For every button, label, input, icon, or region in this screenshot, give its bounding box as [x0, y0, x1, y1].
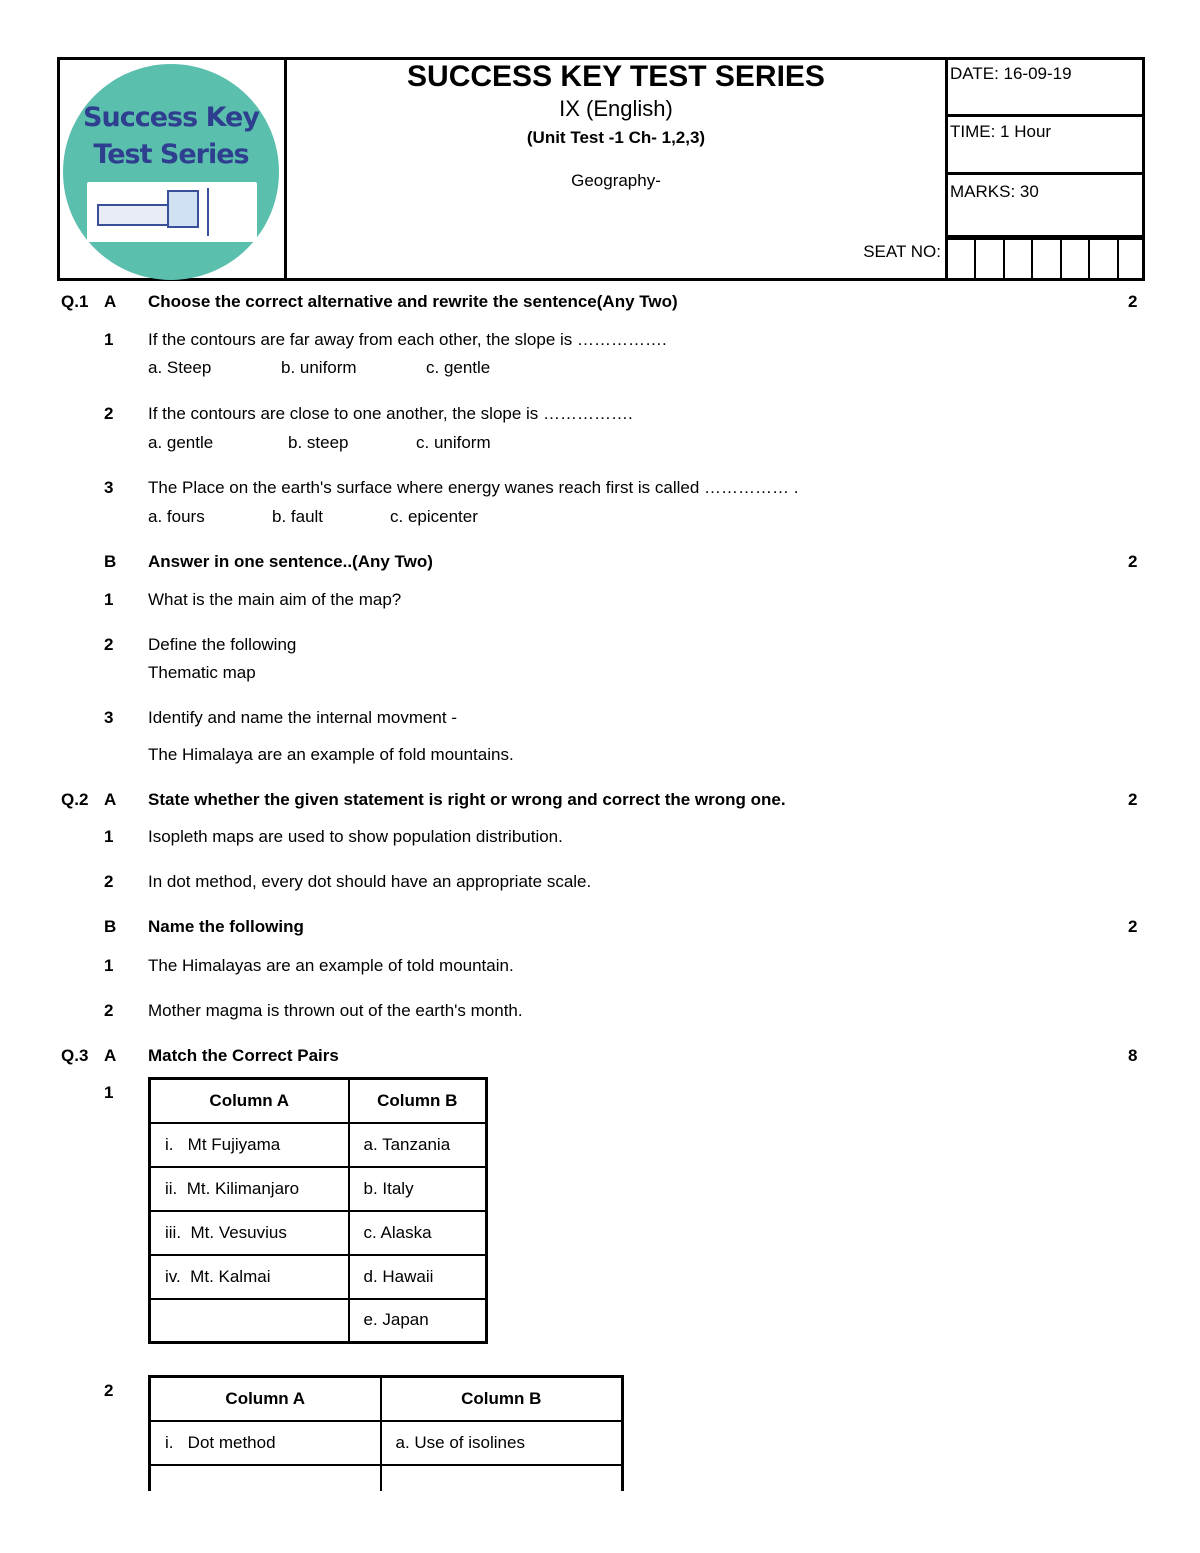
column-a-cell: i. Mt Fujiyama	[150, 1123, 349, 1167]
item-text: If the contours are close to one another, the slope is …………….	[148, 404, 633, 423]
seat-no-label: SEAT NO:	[863, 242, 941, 261]
match-table-1	[148, 1077, 488, 1344]
subject-label: Geography-	[571, 171, 661, 190]
column-a-header: Column A	[150, 1079, 349, 1123]
logo	[63, 64, 279, 280]
section-label: A	[104, 1046, 117, 1065]
table-row	[150, 1167, 487, 1211]
item-number: 1	[104, 1083, 114, 1102]
test-series-title: SUCCESS KEY TEST SERIES	[407, 60, 825, 93]
section-label: B	[104, 552, 117, 571]
option: b. fault	[272, 507, 324, 526]
section-marks: 2	[1128, 552, 1138, 571]
column-a-cell: i. Dot method	[150, 1421, 381, 1465]
option: c. uniform	[416, 433, 491, 452]
table-row	[150, 1421, 623, 1465]
table-row	[150, 1299, 487, 1343]
column-b-cell: e. Japan	[349, 1299, 487, 1343]
item-number: 3	[104, 708, 114, 727]
seat-box[interactable]	[1090, 238, 1118, 278]
section-heading: Name the following	[148, 917, 304, 936]
section-label: B	[104, 917, 117, 936]
column-b-header: Column B	[381, 1377, 623, 1421]
seat-box[interactable]	[976, 238, 1004, 278]
column-b-cell: a. Tanzania	[349, 1123, 487, 1167]
section-marks: 2	[1128, 917, 1138, 936]
class-subtitle: IX (English)	[559, 96, 673, 121]
seat-number-boxes[interactable]	[948, 238, 1145, 278]
column-b-cell: b. Italy	[349, 1167, 487, 1211]
option: c. epicenter	[390, 507, 478, 526]
seat-box[interactable]	[1119, 238, 1145, 278]
column-a-cell: iii. Mt. Vesuvius	[150, 1211, 349, 1255]
item-text-line2: The Himalaya are an example of fold mountains.	[148, 745, 514, 764]
item-text: Isopleth maps are used to show population distribution.	[148, 827, 563, 846]
column-b-cell: a. Use of isolines	[381, 1421, 623, 1465]
table-header-row	[150, 1079, 487, 1123]
item-text: What is the main aim of the map?	[148, 590, 402, 609]
logo-building-graphic	[87, 182, 257, 242]
item-number: 2	[104, 1001, 114, 1020]
option: a. gentle	[148, 433, 214, 452]
section-marks: 8	[1128, 1046, 1138, 1065]
seat-box[interactable]	[948, 238, 976, 278]
table-row	[150, 1123, 487, 1167]
seat-box[interactable]	[1062, 238, 1090, 278]
item-number: 1	[104, 956, 114, 975]
item-number: 2	[104, 872, 114, 891]
section-marks: 2	[1128, 790, 1138, 809]
item-number: 2	[104, 1381, 114, 1400]
header-box	[57, 57, 1145, 281]
logo-cell	[60, 60, 287, 278]
date-field: DATE: 16-09-19	[948, 60, 1145, 117]
item-number: 2	[104, 635, 114, 654]
column-a-cell	[150, 1299, 349, 1343]
section-heading: Choose the correct alternative and rewrite the sentence(Any Two)	[148, 292, 678, 311]
item-text: In dot method, every dot should have an appropriate scale.	[148, 872, 592, 891]
item-number: 1	[104, 330, 114, 349]
section-label: A	[104, 292, 117, 311]
seat-box[interactable]	[1005, 238, 1033, 278]
item-number: 1	[104, 590, 114, 609]
question-number: Q.1	[61, 292, 89, 311]
table-row	[150, 1465, 623, 1491]
title-cell	[287, 60, 945, 278]
option: c. gentle	[426, 358, 491, 377]
question-number: Q.2	[61, 790, 89, 809]
option: a. fours	[148, 507, 205, 526]
seat-box[interactable]	[1033, 238, 1061, 278]
item-text: The Himalayas are an example of told mountain.	[148, 956, 514, 975]
item-text: Mother magma is thrown out of the earth's month.	[148, 1001, 523, 1020]
match-table-2	[148, 1375, 624, 1491]
item-number: 1	[104, 827, 114, 846]
table-row	[150, 1211, 487, 1255]
section-heading: State whether the given statement is right or wrong and correct the wrong one.	[148, 790, 786, 809]
item-text-line2: Thematic map	[148, 663, 256, 682]
item-number: 3	[104, 478, 114, 497]
question-number: Q.3	[61, 1046, 89, 1065]
column-a-header: Column A	[150, 1377, 381, 1421]
section-marks: 2	[1128, 292, 1138, 311]
column-a-cell	[150, 1465, 381, 1491]
table-header-row	[150, 1377, 623, 1421]
marks-field: MARKS: 30	[948, 178, 1145, 238]
column-b-cell: c. Alaska	[349, 1211, 487, 1255]
item-text: The Place on the earth's surface where energy wanes reach first is called …………… .	[148, 478, 799, 497]
section-heading: Match the Correct Pairs	[148, 1046, 339, 1065]
column-b-cell	[381, 1465, 623, 1491]
item-text: If the contours are far away from each other, the slope is …………….	[148, 330, 667, 349]
info-cell	[945, 60, 1148, 278]
unit-label: (Unit Test -1 Ch- 1,2,3)	[526, 128, 706, 147]
item-number: 2	[104, 404, 114, 423]
logo-line-2: Test Series	[93, 139, 249, 170]
column-a-cell: ii. Mt. Kilimanjaro	[150, 1167, 349, 1211]
column-b-header: Column B	[349, 1079, 487, 1123]
option: a. Steep	[148, 358, 212, 377]
time-field: TIME: 1 Hour	[948, 118, 1145, 175]
option: b. steep	[288, 433, 349, 452]
section-heading: Answer in one sentence..(Any Two)	[148, 552, 433, 571]
section-label: A	[104, 790, 117, 809]
option: b. uniform	[281, 358, 357, 377]
column-a-cell: iv. Mt. Kalmai	[150, 1255, 349, 1299]
logo-line-1: Success Key	[83, 102, 259, 133]
table-row	[150, 1255, 487, 1299]
column-b-cell: d. Hawaii	[349, 1255, 487, 1299]
item-text: Identify and name the internal movment -	[148, 708, 457, 727]
item-text: Define the following	[148, 635, 297, 654]
